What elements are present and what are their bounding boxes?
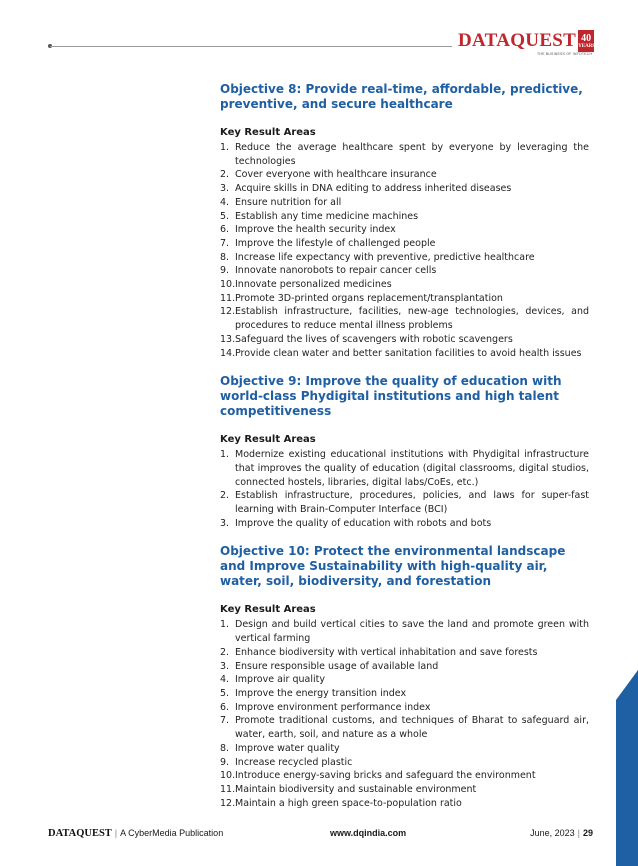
list-item-text: Improve the energy transition index — [235, 687, 407, 699]
key-result-areas-heading: Key Result Areas — [220, 127, 316, 138]
list-item-text: Ensure nutrition for all — [235, 196, 342, 208]
list-item-text: Enhance biodiversity with vertical inhabitation and save forests — [235, 646, 538, 658]
footer-separator: | — [114, 828, 118, 838]
list-item — [220, 251, 589, 265]
list-item-text: Innovate personalized medicines — [235, 279, 392, 291]
list-item-number: 9. — [220, 756, 230, 768]
list-item-number: 3. — [220, 660, 230, 672]
list-item-text: Improve environment performance index — [235, 701, 431, 713]
list-item-number: 3. — [220, 183, 230, 195]
list-item-number: 6. — [220, 701, 230, 713]
list-item-text: Maintain biodiversity and sustainable environment — [235, 783, 477, 795]
list-item-number: 4. — [220, 196, 230, 208]
list-item — [220, 797, 589, 811]
list-item-text: Maintain a high green space-to-population ratio — [235, 797, 462, 809]
list-item — [220, 210, 589, 224]
list-item — [220, 333, 589, 347]
key-result-list — [220, 141, 589, 360]
list-item-number: 1. — [220, 619, 230, 631]
brand-name: DATAQUEST — [458, 30, 577, 51]
objective-title: Objective 8: Provide real-time, affordable, predictive, preventive, and secure healthcare — [220, 82, 583, 111]
list-item-number: 13. — [220, 333, 236, 345]
key-result-list — [220, 618, 589, 810]
list-item-text: Introduce energy-saving bricks and safeguard the environment — [235, 770, 536, 782]
list-item — [220, 769, 589, 783]
list-item-text: Safeguard the lives of scavengers with robotic scavengers — [235, 333, 513, 345]
footer-publication-name: A CyberMedia Publication — [120, 828, 224, 838]
list-item-text: Design and build vertical cities to save the land and promote green with vertical farming — [235, 619, 589, 645]
list-item — [220, 660, 589, 674]
list-item-text: Ensure responsible usage of available land — [235, 660, 439, 672]
list-item-number: 14. — [220, 347, 236, 359]
list-item-text: Promote traditional customs, and techniques of Bharat to safeguard air, water, earth, soil, and nature as a whole — [235, 715, 589, 741]
anniversary-badge — [578, 30, 594, 52]
list-item-number: 7. — [220, 237, 230, 249]
list-item-number: 8. — [220, 251, 230, 263]
list-item-text: Provide clean water and better sanitation facilities to avoid health issues — [235, 347, 582, 359]
list-item — [220, 673, 589, 687]
list-item — [220, 742, 589, 756]
footer-date: June, 2023 — [530, 828, 575, 838]
list-item — [220, 701, 589, 715]
objective-title: Objective 10: Protect the environmental landscape and Improve Sustainability with high-quality air, water, soil, biodiversity, and forestation — [220, 544, 566, 589]
badge-caption: YEARS — [578, 43, 596, 49]
list-item-text: Reduce the average healthcare spent by everyone by leveraging the technologies — [235, 142, 589, 167]
list-item-text: Acquire skills in DNA editing to address inherited diseases — [235, 183, 512, 195]
list-item-number: 5. — [220, 210, 230, 222]
page-number: 29 — [582, 828, 593, 838]
list-item-text: Modernize existing educational institutions with Phydigital infrastructure that improves the quality of education (digital classrooms, digital studios, connected hostels, libraries, digital labs/CoEs, etc.) — [235, 449, 589, 488]
list-item-number: 11. — [220, 783, 236, 795]
list-item — [220, 264, 589, 278]
objective-section — [220, 374, 589, 530]
list-item — [220, 141, 589, 168]
list-item — [220, 517, 589, 531]
list-item-number: 2. — [220, 490, 230, 502]
list-item-number: 9. — [220, 265, 230, 277]
list-item — [220, 756, 589, 770]
badge-number: 40 — [581, 32, 592, 44]
list-item — [220, 196, 589, 210]
list-item-number: 10. — [220, 279, 236, 291]
list-item-number: 2. — [220, 169, 230, 181]
list-item-text: Promote 3D-printed organs replacement/transplantation — [235, 292, 503, 304]
list-item-number: 5. — [220, 687, 230, 699]
footer-brand: DATAQUEST — [48, 828, 112, 839]
list-item-text: Establish infrastructure, procedures, policies, and laws for super-fast learning with Brain-Computer Interface (BCI) — [235, 490, 589, 516]
key-result-areas-heading: Key Result Areas — [220, 604, 316, 616]
footer-separator: | — [577, 828, 580, 838]
list-item — [220, 783, 589, 797]
list-item-number: 3. — [220, 517, 230, 529]
list-item-text: Improve water quality — [235, 742, 340, 754]
list-item-number: 8. — [220, 742, 230, 754]
list-item-number: 1. — [220, 449, 230, 461]
list-item-text: Establish any time medicine machines — [235, 210, 419, 222]
list-item — [220, 687, 589, 701]
key-result-areas-heading: Key Result Areas — [220, 434, 316, 446]
list-item-number: 6. — [220, 224, 230, 236]
list-item-text: Improve air quality — [235, 674, 325, 686]
list-item — [220, 448, 589, 489]
list-item — [220, 618, 589, 645]
list-item — [220, 182, 589, 196]
list-item — [220, 714, 589, 741]
article-body — [220, 82, 589, 824]
list-item-number: 11. — [220, 292, 236, 304]
list-item — [220, 168, 589, 182]
list-item-text: Increase recycled plastic — [235, 756, 353, 768]
list-item-number: 2. — [220, 646, 230, 658]
objective-section — [220, 544, 589, 810]
footer-date-page — [530, 827, 593, 839]
list-item — [220, 223, 589, 237]
list-item-number: 12. — [220, 797, 236, 809]
list-item-text: Cover everyone with healthcare insurance — [235, 169, 437, 181]
list-item-number: 1. — [220, 142, 230, 153]
list-item-number: 10. — [220, 770, 236, 782]
list-item-text: Improve the lifestyle of challenged people — [235, 237, 436, 249]
footer-publication — [48, 827, 223, 840]
header-rule — [50, 46, 452, 47]
list-item-text: Establish infrastructure, facilities, new-age technologies, devices, and procedures to reduce mental illness problems — [235, 306, 589, 332]
objective-title: Objective 9: Improve the quality of education with world-class Phydigital institutions and high talent competitiveness — [220, 374, 562, 419]
list-item-number: 12. — [220, 306, 236, 318]
decorative-corner-shape — [616, 670, 638, 866]
list-item-text: Increase life expectancy with preventive, predictive healthcare — [235, 251, 535, 263]
list-item — [220, 347, 589, 361]
list-item — [220, 646, 589, 660]
list-item-text: Improve the quality of education with robots and bots — [235, 517, 492, 529]
list-item-number: 4. — [220, 674, 230, 686]
footer-website-link[interactable]: www.dqindia.com — [330, 828, 407, 838]
list-item — [220, 292, 589, 306]
list-item-number: 7. — [220, 715, 230, 727]
list-item-text: Improve the health security index — [235, 224, 396, 236]
list-item-text: Innovate nanorobots to repair cancer cells — [235, 265, 437, 277]
brand-tagline: THE BUSINESS OF INFOTECH — [537, 52, 593, 56]
list-item — [220, 305, 589, 332]
list-item — [220, 489, 589, 516]
list-item — [220, 278, 589, 292]
key-result-list — [220, 448, 589, 530]
list-item — [220, 237, 589, 251]
objective-section — [220, 82, 589, 360]
